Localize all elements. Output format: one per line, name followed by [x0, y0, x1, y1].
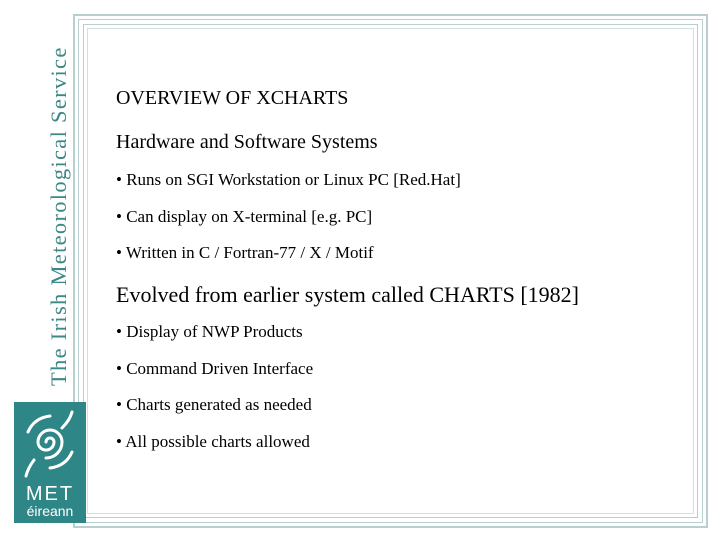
section-heading-hardware: Hardware and Software Systems: [116, 131, 378, 153]
slide-title: OVERVIEW OF XCHARTS: [116, 87, 349, 109]
bullet-item: • Runs on SGI Workstation or Linux PC [Red.Hat]: [116, 170, 461, 189]
bullet-item: • Can display on X-terminal [e.g. PC]: [116, 207, 373, 226]
bullet-item: • Display of NWP Products: [116, 322, 303, 341]
logo-met-text: MET: [25, 483, 75, 505]
spiral-logo-icon: [14, 402, 86, 482]
bullet-item: • Charts generated as needed: [116, 395, 312, 414]
section-heading-evolved: Evolved from earlier system called CHARTS [1982]: [116, 282, 580, 307]
bullet-item: • Written in C / Fortran-77 / X / Motif: [116, 243, 374, 262]
bullet-item: • Command Driven Interface: [116, 359, 314, 378]
met-eireann-logo: [14, 402, 86, 523]
bullet-item: • All possible charts allowed: [116, 432, 310, 451]
side-banner: The Irish Meteorological Service: [46, 46, 71, 386]
logo-eireann-text: éireann: [26, 503, 74, 519]
